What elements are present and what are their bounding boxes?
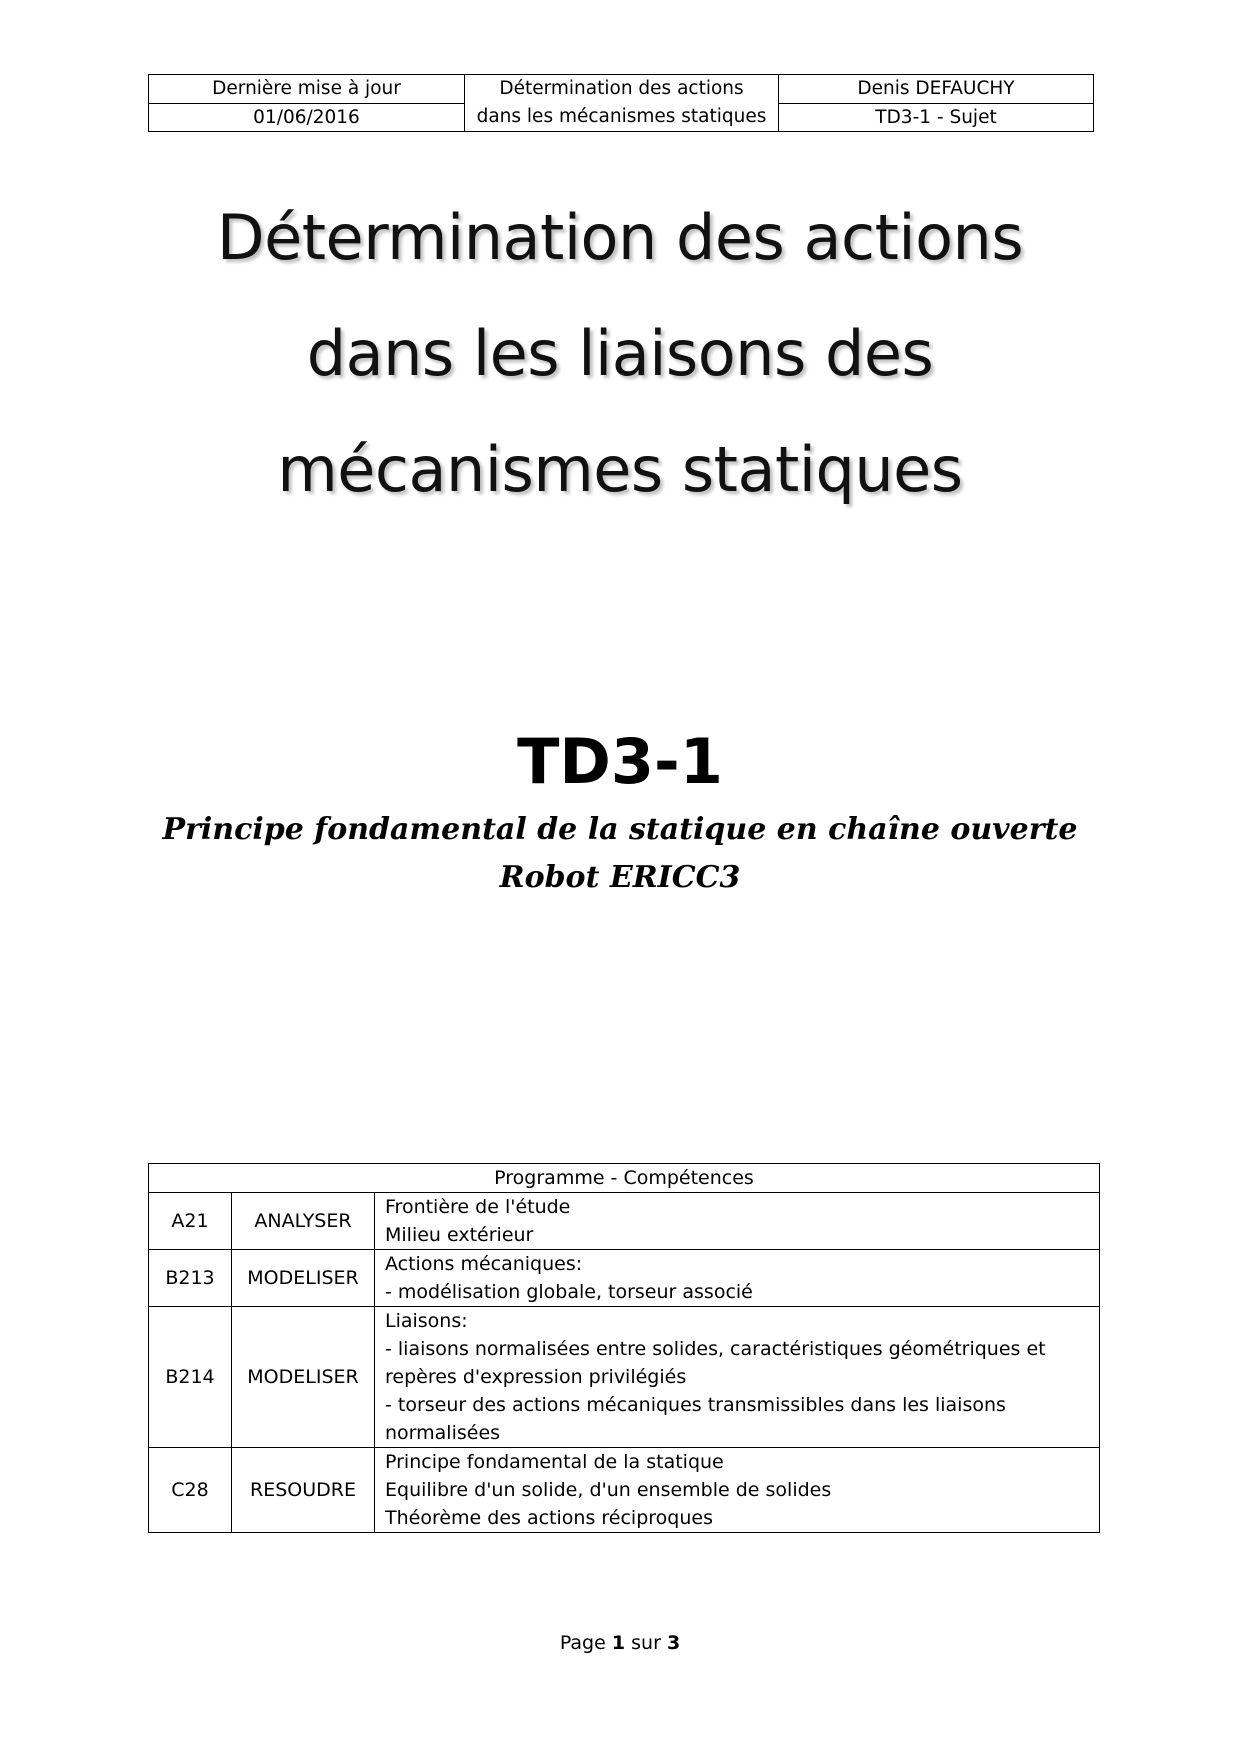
description-line: Actions mécaniques: xyxy=(385,1253,583,1275)
header-course-title xyxy=(465,75,779,131)
competence-code: B213 xyxy=(149,1250,232,1307)
td-subtitle: Principe fondamental de la statique en chaîne ouverte xyxy=(162,812,1078,847)
competences-table xyxy=(148,1163,1100,1533)
header-date: 01/06/2016 xyxy=(149,104,465,131)
header-author: Denis DEFAUCHY xyxy=(779,75,1093,104)
page-label: Page xyxy=(559,1632,606,1654)
description-line: repères d'expression privilégiés xyxy=(385,1366,687,1388)
page-total: 3 xyxy=(666,1632,681,1654)
description-line: Théorème des actions réciproques xyxy=(385,1507,713,1529)
competence-verb: RESOUDRE xyxy=(232,1448,375,1533)
description-line: normalisées xyxy=(385,1422,501,1444)
header-update-label: Dernière mise à jour xyxy=(149,75,465,104)
description-line: Frontière de l'étude xyxy=(385,1196,571,1218)
competence-code: A21 xyxy=(149,1193,232,1250)
competence-verb: MODELISER xyxy=(232,1307,375,1448)
competence-code: C28 xyxy=(149,1448,232,1533)
description-line: Equilibre d'un solide, d'un ensemble de solides xyxy=(385,1479,832,1501)
description-line: Principe fondamental de la statique xyxy=(385,1451,724,1473)
document-title-line3: mécanismes statiques xyxy=(277,433,963,506)
table-row xyxy=(149,1448,1100,1533)
description-line: - liaisons normalisées entre solides, caractéristiques géométriques et xyxy=(385,1338,1046,1360)
table-row xyxy=(149,1307,1100,1448)
page-current: 1 xyxy=(611,1632,626,1654)
header-course-title-line2: dans les mécanismes statiques xyxy=(476,106,767,127)
competence-description xyxy=(375,1448,1100,1533)
description-line: - modélisation globale, torseur associé xyxy=(385,1281,753,1303)
competences-heading: Programme - Compétences xyxy=(149,1164,1100,1193)
page-footer xyxy=(0,1632,1240,1654)
header-table xyxy=(148,74,1094,132)
competence-code: B214 xyxy=(149,1307,232,1448)
description-line: - torseur des actions mécaniques transmissibles dans les liaisons xyxy=(385,1394,1006,1416)
td-code: TD3-1 xyxy=(517,725,723,798)
description-line: Milieu extérieur xyxy=(385,1224,534,1246)
competence-description xyxy=(375,1193,1100,1250)
document-title-line2: dans les liaisons des xyxy=(306,317,934,390)
competence-verb: MODELISER xyxy=(232,1250,375,1307)
td-system-name: Robot ERICC3 xyxy=(499,860,741,895)
competence-description xyxy=(375,1307,1100,1448)
competence-verb: ANALYSER xyxy=(232,1193,375,1250)
document-title xyxy=(100,180,1140,528)
header-doc-ref: TD3-1 - Sujet xyxy=(875,107,997,128)
table-row xyxy=(149,1250,1100,1307)
page-separator: sur xyxy=(631,1632,661,1654)
description-line: Liaisons: xyxy=(385,1310,468,1332)
competence-description xyxy=(375,1250,1100,1307)
header-course-title-line1: Détermination des actions xyxy=(499,78,744,99)
table-row xyxy=(149,1193,1100,1250)
document-title-line1: Détermination des actions xyxy=(216,201,1024,274)
